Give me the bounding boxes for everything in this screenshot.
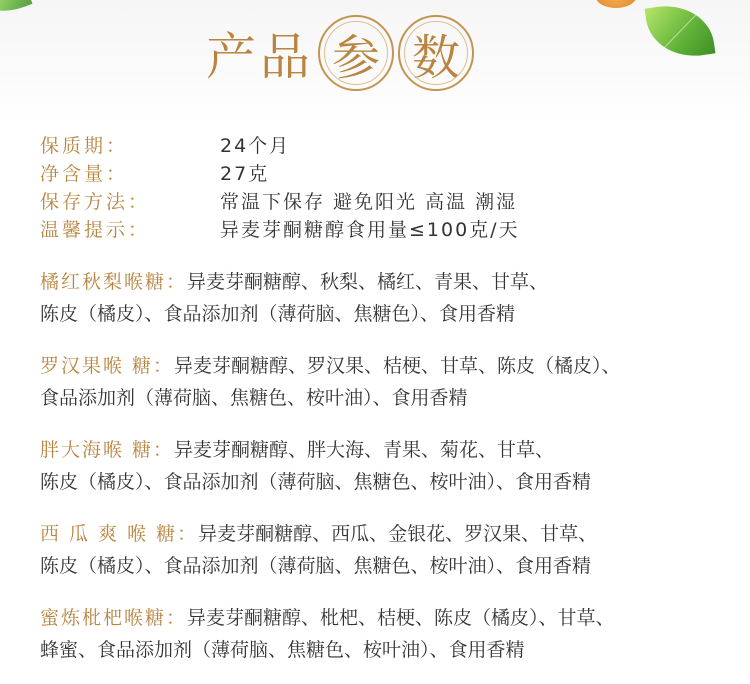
leaf-icon <box>645 0 716 62</box>
leaf-icon <box>0 0 32 19</box>
spec-row-net-content <box>40 158 730 186</box>
ingredient-text: 异麦芽酮糖醇、枇杷、桔梗、陈皮（橘皮）、甘草、 <box>187 607 615 629</box>
ingredient-text: 陈皮（橘皮）、食品添加剂（薄荷脑、焦糖色、桉叶油）、食用香精 <box>40 555 592 577</box>
ingredient-block <box>40 602 740 666</box>
ingredient-name: 蜜炼枇杷喉糖： <box>40 607 188 629</box>
ingredient-text: 食品添加剂（薄荷脑、焦糖色、桉叶油）、食用香精 <box>40 387 468 409</box>
title-circle-char: 数 <box>398 15 474 91</box>
spec-value: 24个月 <box>220 134 291 157</box>
title-circle-char: 参 <box>318 15 394 91</box>
spec-label: 保存方法： <box>40 190 151 213</box>
ingredient-block <box>40 434 740 498</box>
spec-row-shelf-life <box>40 130 730 158</box>
spec-value: 异麦芽酮糖醇食用量≤100克/天 <box>220 218 520 241</box>
ingredient-block <box>40 350 740 414</box>
ingredient-name: 胖大海喉 糖： <box>40 439 175 461</box>
spec-label: 温馨提示： <box>40 218 151 241</box>
ingredient-block <box>40 266 740 330</box>
ingredient-text: 陈皮（橘皮）、食品添加剂（薄荷脑、焦糖色、桉叶油）、食用香精 <box>40 471 592 493</box>
ingredient-text: 异麦芽酮糖醇、西瓜、金银花、罗汉果、甘草、 <box>198 523 598 545</box>
spec-label: 保质期： <box>40 134 129 157</box>
spec-value: 常温下保存 避免阳光 高温 潮湿 <box>220 190 518 213</box>
spec-list <box>40 130 730 242</box>
ingredient-text: 异麦芽酮糖醇、胖大海、青果、菊花、甘草、 <box>174 439 555 461</box>
orange-fruit-icon <box>596 0 636 8</box>
page-title <box>206 8 474 98</box>
ingredient-line <box>40 350 740 382</box>
spec-label: 净含量： <box>40 162 129 185</box>
title-text: 产品 <box>206 28 314 86</box>
ingredient-name: 罗汉果喉 糖： <box>40 355 175 377</box>
spec-value: 27克 <box>220 162 270 185</box>
spec-row-notice <box>40 214 730 242</box>
ingredient-line <box>40 518 740 550</box>
ingredient-line <box>40 434 740 466</box>
ingredient-text: 蜂蜜、食品添加剂（薄荷脑、焦糖色、桉叶油）、食用香精 <box>40 639 525 661</box>
ingredient-text: 异麦芽酮糖醇、秋梨、橘红、青果、甘草、 <box>187 271 549 293</box>
spec-row-storage <box>40 186 730 214</box>
ingredient-line <box>40 602 740 634</box>
header-banner <box>0 0 750 118</box>
ingredient-name: 橘红秋梨喉糖： <box>40 271 188 293</box>
ingredient-text: 陈皮（橘皮）、食品添加剂（薄荷脑、焦糖色）、食用香精 <box>40 303 516 325</box>
ingredient-line <box>40 266 740 298</box>
ingredient-block <box>40 518 740 582</box>
ingredient-text: 异麦芽酮糖醇、罗汉果、桔梗、甘草、陈皮（橘皮）、 <box>174 355 621 377</box>
ingredient-name: 西 瓜 爽 喉 糖： <box>40 523 199 545</box>
